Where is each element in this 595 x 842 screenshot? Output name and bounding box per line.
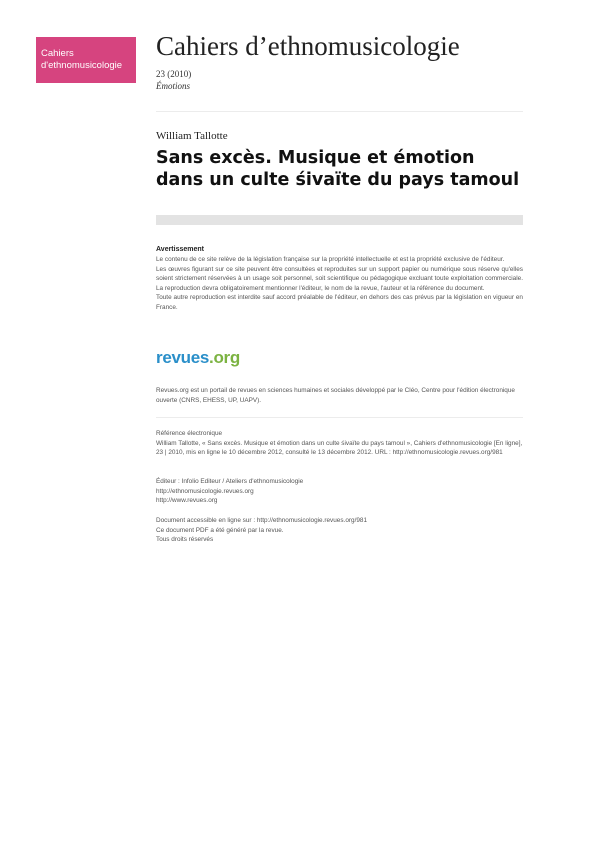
- article-title: Sans excès. Musique et émotion dans un culte śivaïte du pays tamoul: [156, 148, 520, 190]
- document-url: Document accessible en ligne sur : http://ethnomusicologie.revues.org/981: [156, 517, 368, 524]
- revues-org-logo: [156, 348, 240, 368]
- divider: [156, 417, 523, 418]
- issue-number: 23 (2010): [156, 69, 192, 79]
- electronic-reference: [156, 429, 523, 458]
- logo-line-2: d'ethnomusicologie: [41, 60, 123, 71]
- notice-body: [156, 255, 523, 313]
- notice-paragraph: Toute autre reproduction est interdite sauf accord préalable de l'éditeur, en dehors des cas prévus par la législation en vigueur en France.: [156, 294, 523, 311]
- notice-paragraph: Les œuvres figurant sur ce site peuvent être consultées et reproduites sur un support papier ou numérique sous réserve qu'elles soient strictement réservées à un usage soit personnel, soit scientifique ou pédagogique excluant toute exploitation commerciale. La reproduction devra obligatoirement mentionner l'éditeur, le nom de la revue, l'auteur et la référence du document.: [156, 265, 523, 292]
- divider: [156, 111, 523, 112]
- publisher-info: [156, 477, 523, 506]
- rights-note: Tous droits réservés: [156, 536, 214, 544]
- journal-title: Cahiers d’ethnomusicologie: [156, 31, 460, 61]
- reference-text: William Tallotte, « Sans excès. Musique et émotion dans un culte śivaïte du pays tamoul », Cahiers d'ethnomusicologie [En ligne], 23 | 2010, mis en ligne le 10 décembre 2012, consulté le 13 décembre 2012. URL : http://ethnomusicologie.revues.org/981: [156, 439, 523, 457]
- document-footer: [156, 516, 523, 545]
- logo-line-1: Cahiers: [41, 48, 74, 59]
- separator-bar: [156, 215, 523, 225]
- publisher-link[interactable]: http://ethnomusicologie.revues.org: [156, 487, 254, 495]
- pdf-note: Ce document PDF a été généré par la revue.: [156, 526, 284, 534]
- reference-heading: Référence électronique: [156, 430, 223, 437]
- revues-link[interactable]: http://www.revues.org: [156, 497, 218, 505]
- journal-logo: [36, 37, 136, 83]
- portal-description: Revues.org est un portail de revues en sciences humaines et sociales développé par le Cléo, Centre pour l'édition électronique ouverte (CNRS, EHESS, UP, UAPV).: [156, 387, 515, 404]
- publisher-name: Éditeur : Infolio Editeur / Ateliers d'ethnomusicologie: [156, 478, 304, 485]
- notice-paragraph: Le contenu de ce site relève de la législation française sur la propriété intellectuelle et est la propriété exclusive de l'éditeur.: [156, 256, 505, 263]
- issue-theme: Émotions: [156, 81, 191, 91]
- revues-logo-part2: .org: [209, 348, 240, 367]
- revues-logo-part1: revues: [156, 348, 210, 367]
- notice-heading: Avertissement: [156, 246, 204, 253]
- article-author: William Tallotte: [156, 130, 228, 142]
